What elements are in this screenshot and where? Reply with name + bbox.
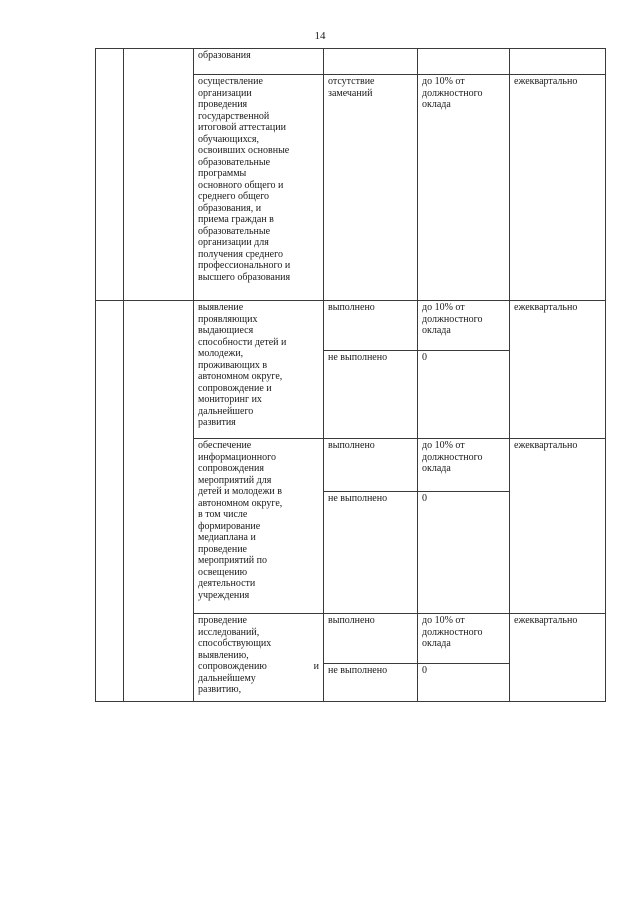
indicator-cell: осуществление организации проведения государственной итоговой аттестации обучающихся, освоивших основные образовательные программы основного общего и среднего общего образования, и приема граждан в образовательные организации для получения среднего профессионального и высшего образования bbox=[194, 75, 324, 301]
indicator-cell: выявление проявляющих выдающиеся способности детей и молодежи, проживающих в автономном округе, сопровождение и мониторинг их дальнейшего развития bbox=[194, 301, 324, 439]
indicator-line: исследований, bbox=[198, 626, 260, 638]
result-cell: не выполнено bbox=[324, 664, 418, 702]
number-cell bbox=[96, 49, 124, 301]
table-row bbox=[96, 49, 606, 75]
indicator-line: способствующих bbox=[198, 638, 272, 649]
amount-cell bbox=[418, 49, 510, 75]
indicator-word: сопровождению bbox=[198, 661, 267, 672]
indicator-line: проведение bbox=[198, 615, 247, 626]
indicator-line: выявлению, bbox=[198, 649, 249, 661]
period-cell: ежеквартально bbox=[510, 75, 606, 301]
indicator-cell: обеспечение информационного сопровождения мероприятий для детей и молодежи в автономном округе, в том числе формирование медиаплана и проведение мероприятий по освещению деятельности учреждения bbox=[194, 439, 324, 614]
amount-cell: 0 bbox=[418, 664, 510, 702]
amount-cell: до 10% от должностного оклада bbox=[418, 75, 510, 301]
period-cell: ежеквартально bbox=[510, 614, 606, 702]
result-cell: выполнено bbox=[324, 301, 418, 351]
number-cell bbox=[96, 301, 124, 702]
position-cell bbox=[124, 49, 194, 301]
indicator-justified-line bbox=[198, 661, 319, 673]
period-cell bbox=[510, 49, 606, 75]
period-cell: ежеквартально bbox=[510, 439, 606, 614]
result-cell: не выполнено bbox=[324, 351, 418, 439]
position-cell bbox=[124, 301, 194, 702]
indicator-line: развитию, bbox=[198, 684, 242, 695]
indicator-word: и bbox=[313, 661, 319, 672]
page-number: 14 bbox=[314, 30, 326, 42]
indicator-line: дальнейшему bbox=[198, 672, 256, 684]
indicator-cell: образования bbox=[194, 49, 324, 75]
result-cell bbox=[324, 49, 418, 75]
amount-cell: 0 bbox=[418, 492, 510, 614]
result-cell: выполнено bbox=[324, 439, 418, 492]
amount-cell: 0 bbox=[418, 351, 510, 439]
indicator-cell bbox=[194, 614, 324, 702]
table-row bbox=[96, 301, 606, 351]
result-cell: выполнено bbox=[324, 614, 418, 664]
result-cell: не выполнено bbox=[324, 492, 418, 614]
bonus-criteria-table bbox=[95, 48, 606, 702]
amount-cell: до 10% от должностного оклада bbox=[418, 614, 510, 664]
amount-cell: до 10% от должностного оклада bbox=[418, 439, 510, 492]
result-cell: отсутствие замечаний bbox=[324, 75, 418, 301]
period-cell: ежеквартально bbox=[510, 301, 606, 439]
amount-cell: до 10% от должностного оклада bbox=[418, 301, 510, 351]
